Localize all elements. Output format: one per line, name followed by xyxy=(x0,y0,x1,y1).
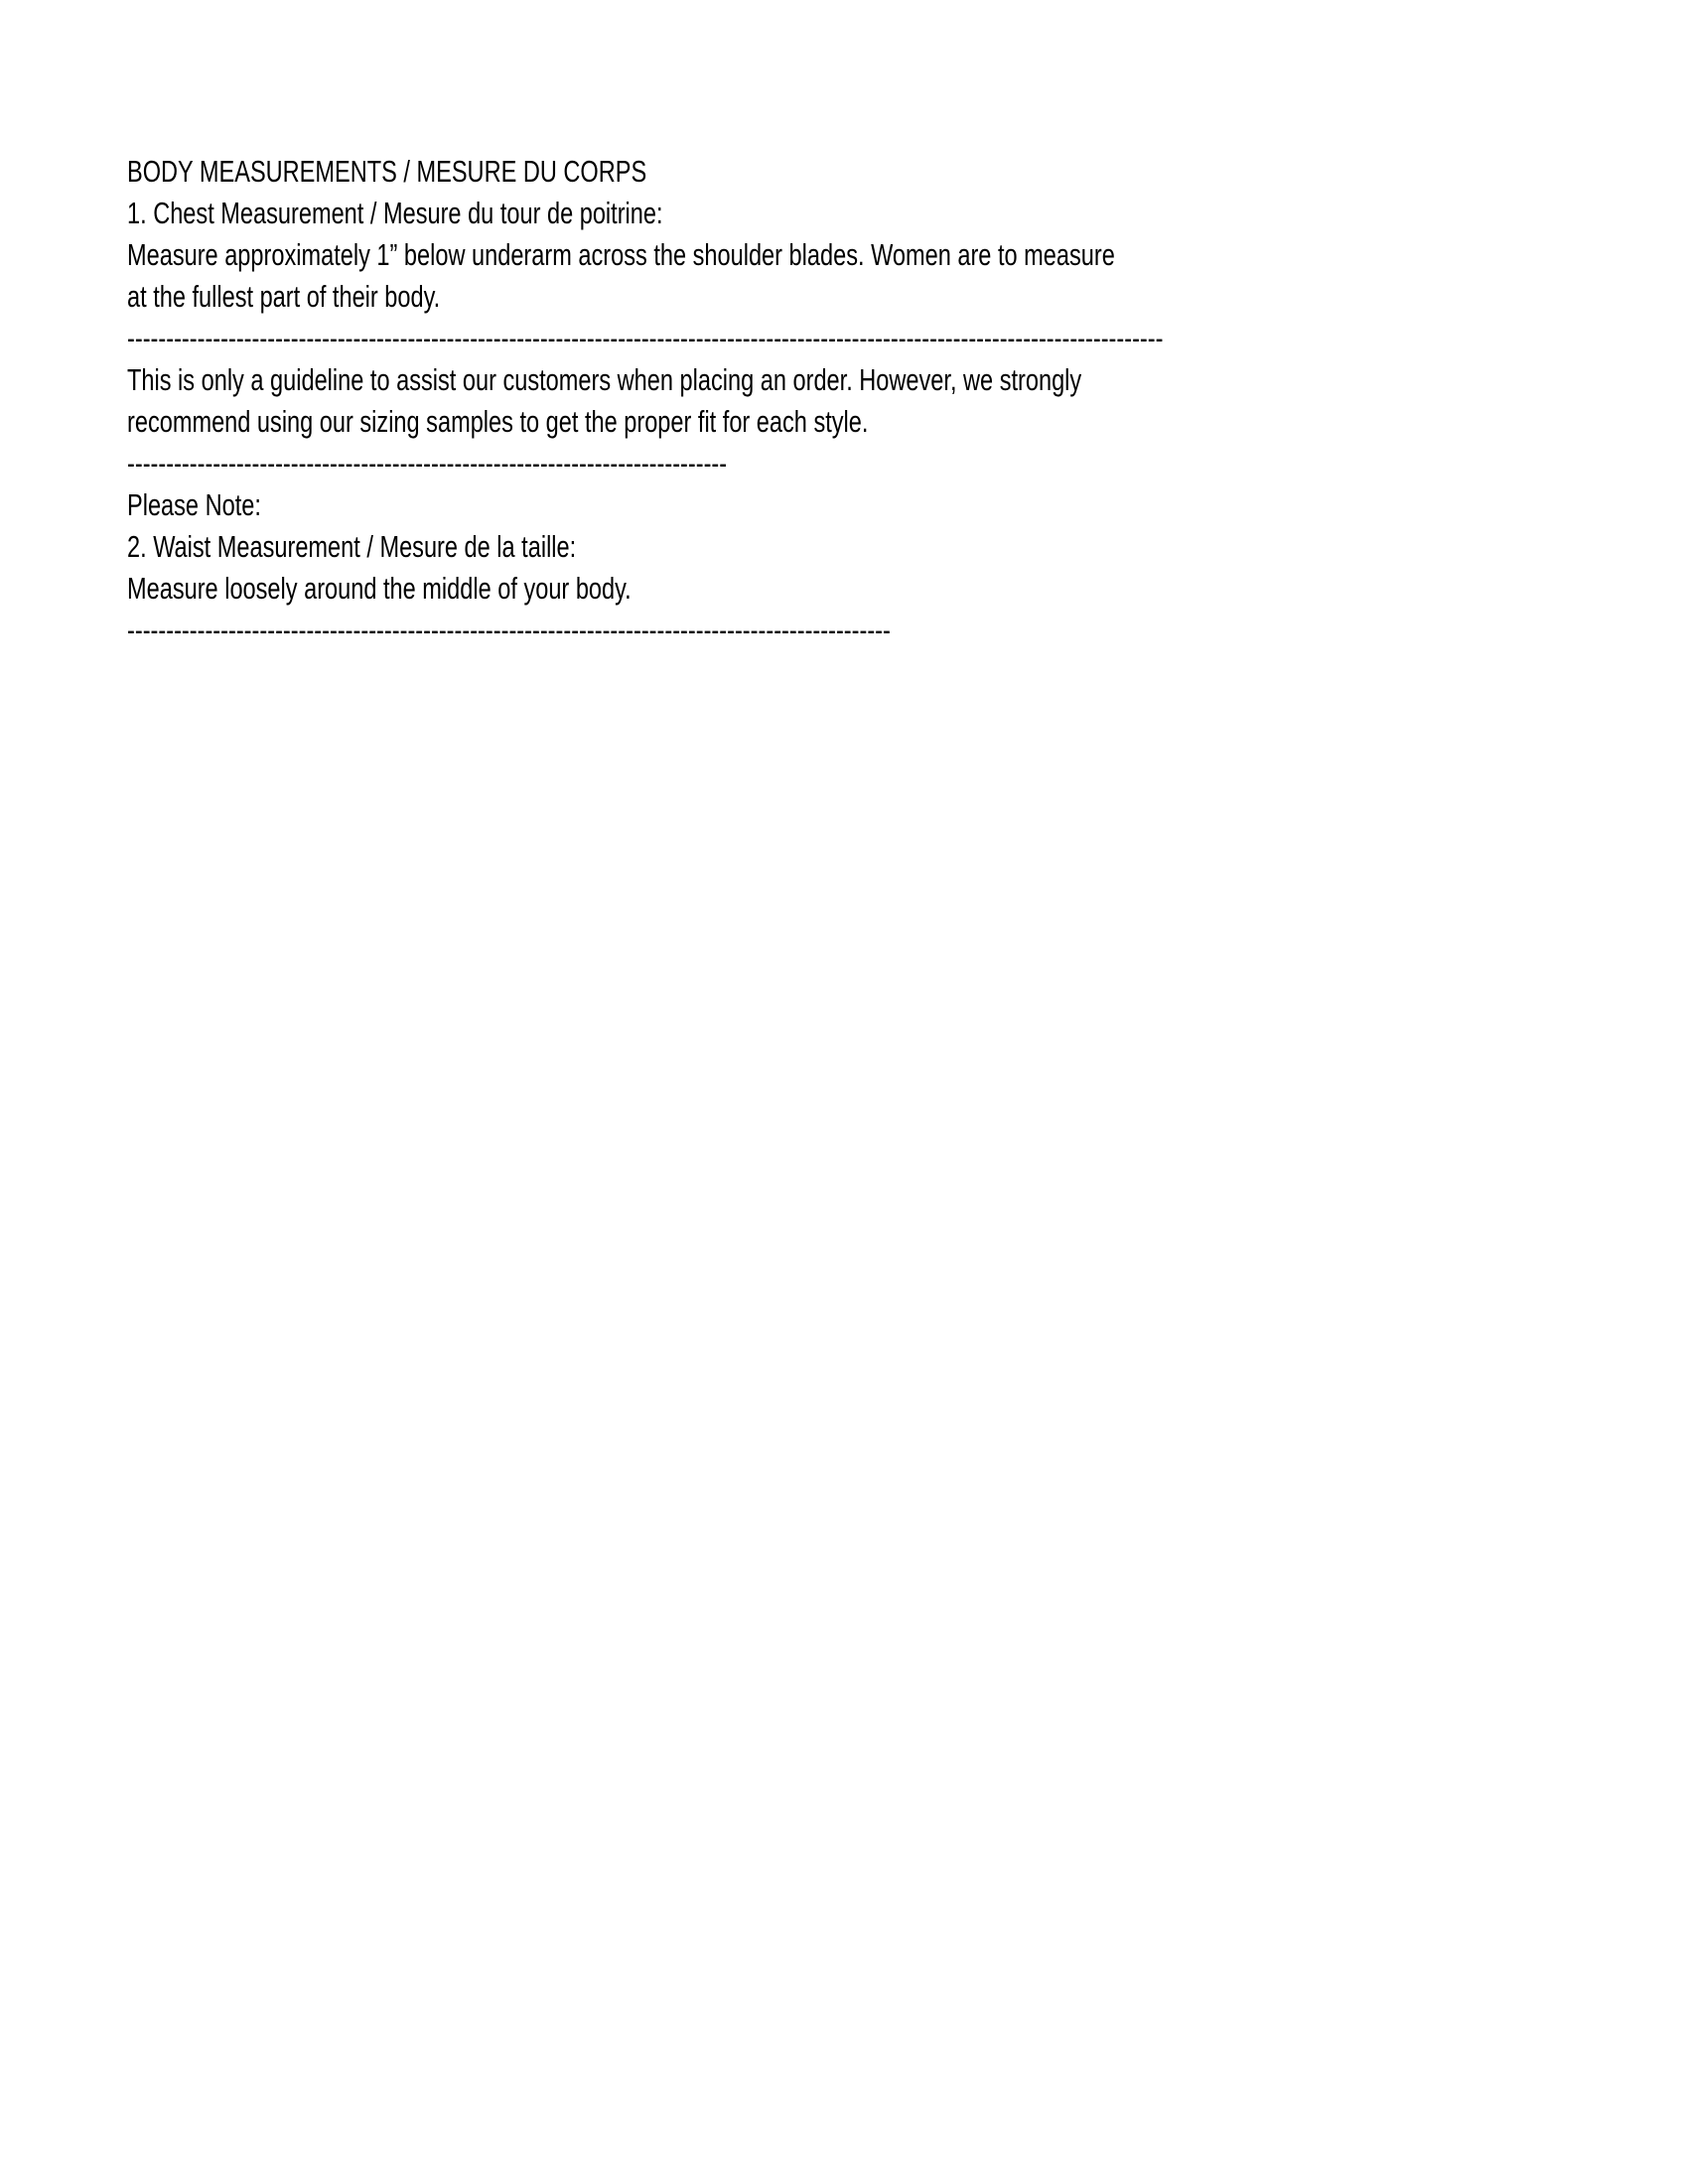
separator-line-1: ------------------------------------------------------------------------------------------------------------------------------------- xyxy=(127,321,1164,355)
waist-measurement-label: 2. Waist Measurement / Mesure de la taille: xyxy=(127,529,577,564)
please-note-label: Please Note: xyxy=(127,487,261,522)
document-heading: BODY MEASUREMENTS / MESURE DU CORPS xyxy=(127,154,647,189)
chest-measurement-label: 1. Chest Measurement / Mesure du tour de poitrine: xyxy=(127,196,663,230)
chest-instruction-line-2: at the fullest part of their body. xyxy=(127,279,441,314)
guideline-line-1: This is only a guideline to assist our customers when placing an order. However, we strongly xyxy=(127,362,1082,397)
chest-instruction-line-1: Measure approximately 1” below underarm across the shoulder blades. Women are to measure xyxy=(127,237,1115,272)
separator-line-2: ----------------------------------------------------------------------------- xyxy=(127,446,728,480)
guideline-line-2: recommend using our sizing samples to get the proper fit for each style. xyxy=(127,404,869,439)
document-content xyxy=(127,151,1163,651)
waist-instruction: Measure loosely around the middle of your body. xyxy=(127,571,632,606)
separator-line-3: -------------------------------------------------------------------------------------------------- xyxy=(127,613,891,647)
